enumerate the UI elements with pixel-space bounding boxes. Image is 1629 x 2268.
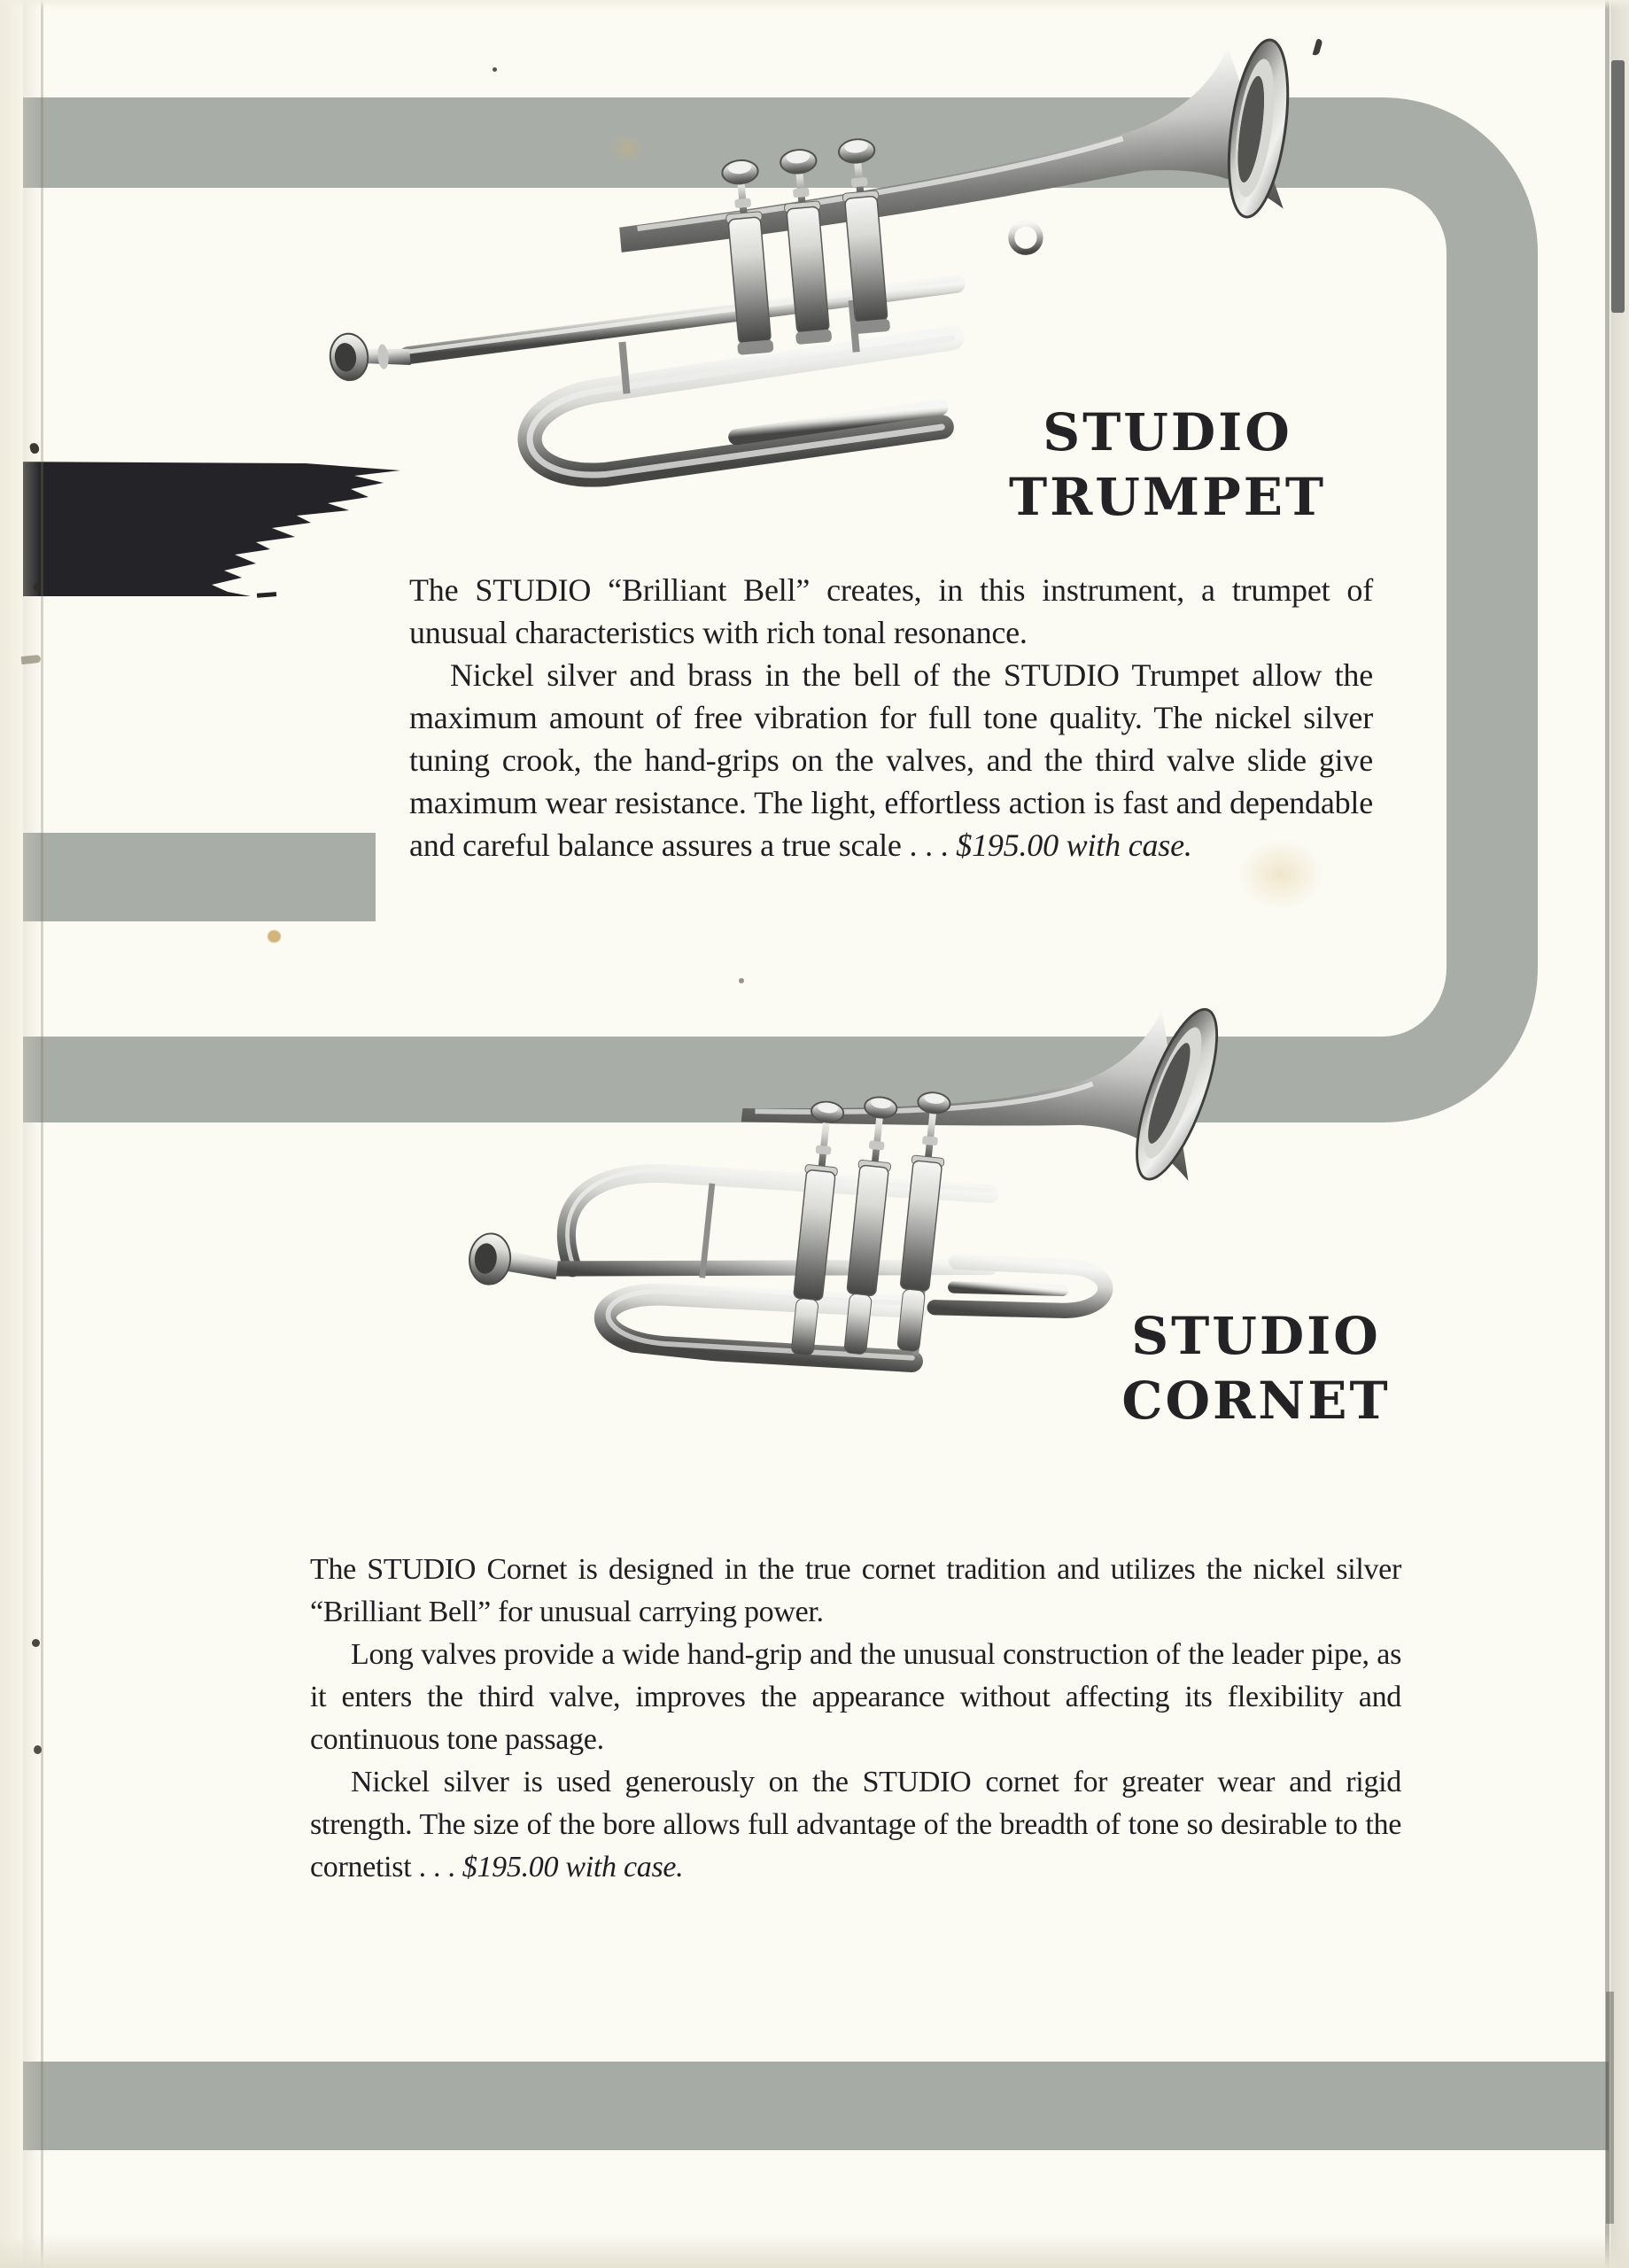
page-right-edge <box>1605 0 1610 2268</box>
cornet-title-line1: STUDIO <box>1131 1306 1381 1366</box>
cornet-title <box>1105 1304 1407 1433</box>
trumpet-paragraph-1: The STUDIO “Brilliant Bell” creates, in this instrument, a trumpet of unusual characteristics with rich tonal resonance. <box>409 572 1373 650</box>
trumpet-title-line1: STUDIO <box>1043 402 1292 462</box>
page-right-margin <box>1610 0 1629 2268</box>
paper-stain <box>1238 840 1323 909</box>
scan-dark-bar-lower <box>1606 1992 1614 2224</box>
trumpet-title-line2: TRUMPET <box>1008 467 1327 527</box>
ink-mark <box>1313 38 1323 56</box>
trumpet-paragraph-2 <box>409 654 1373 866</box>
paper-stain <box>609 133 645 163</box>
staple-mark <box>34 583 40 591</box>
page-top-edge <box>0 0 1629 9</box>
staple-mark <box>32 1639 40 1647</box>
paper-speck <box>493 67 497 72</box>
gray-left-band <box>0 833 376 921</box>
cornet-paragraph-2: Long valves provide a wide hand-grip and the unusual construction of the leader pipe, as it enters the third valve, improves the appearance without affecting its flexibility and continuous tone passage. <box>310 1638 1401 1756</box>
trumpet-description <box>409 569 1373 866</box>
gray-bottom-band <box>0 2062 1609 2150</box>
cornet-price: $195.00 with case. <box>462 1851 684 1884</box>
trumpet-title <box>999 400 1336 530</box>
foxing-spot <box>268 930 281 943</box>
binding-crease-line <box>41 0 43 2268</box>
binding-crease-shadow <box>23 0 41 2268</box>
cornet-paragraph-3 <box>310 1761 1401 1889</box>
cornet-description <box>310 1549 1401 1889</box>
cornet-paragraph-1: The STUDIO Cornet is designed in the true cornet tradition and utilizes the nickel silver “Brilliant Bell” for unusual carrying power. <box>310 1553 1401 1628</box>
paper-speck <box>739 978 744 983</box>
staple-mark <box>34 1745 42 1754</box>
scan-dark-bar <box>1611 60 1625 313</box>
trumpet-price: $195.00 with case. <box>956 827 1192 863</box>
trumpet-valves <box>720 138 891 355</box>
trumpet-paragraph-2-text: Nickel silver and brass in the bell of the STUDIO Trumpet allow the maximum amount of free vibration for full tone quality. The nickel silver tuning crook, the hand-grips on the valves, and the third valve slide give maximum wear resistance. The light, effortless action is fast and dependable and careful balance assures a true scale . . . <box>409 657 1373 863</box>
page-left-margin <box>0 0 23 2268</box>
cornet-paragraph-3-text: Nickel silver is used generously on the STUDIO cornet for greater wear and rigid strength. The size of the bore allows full advantage of the breadth of tone so desirable to the cornetist . . . <box>310 1766 1401 1884</box>
page-bottom-edge <box>0 2234 1629 2268</box>
cornet-title-line2: CORNET <box>1121 1371 1391 1431</box>
